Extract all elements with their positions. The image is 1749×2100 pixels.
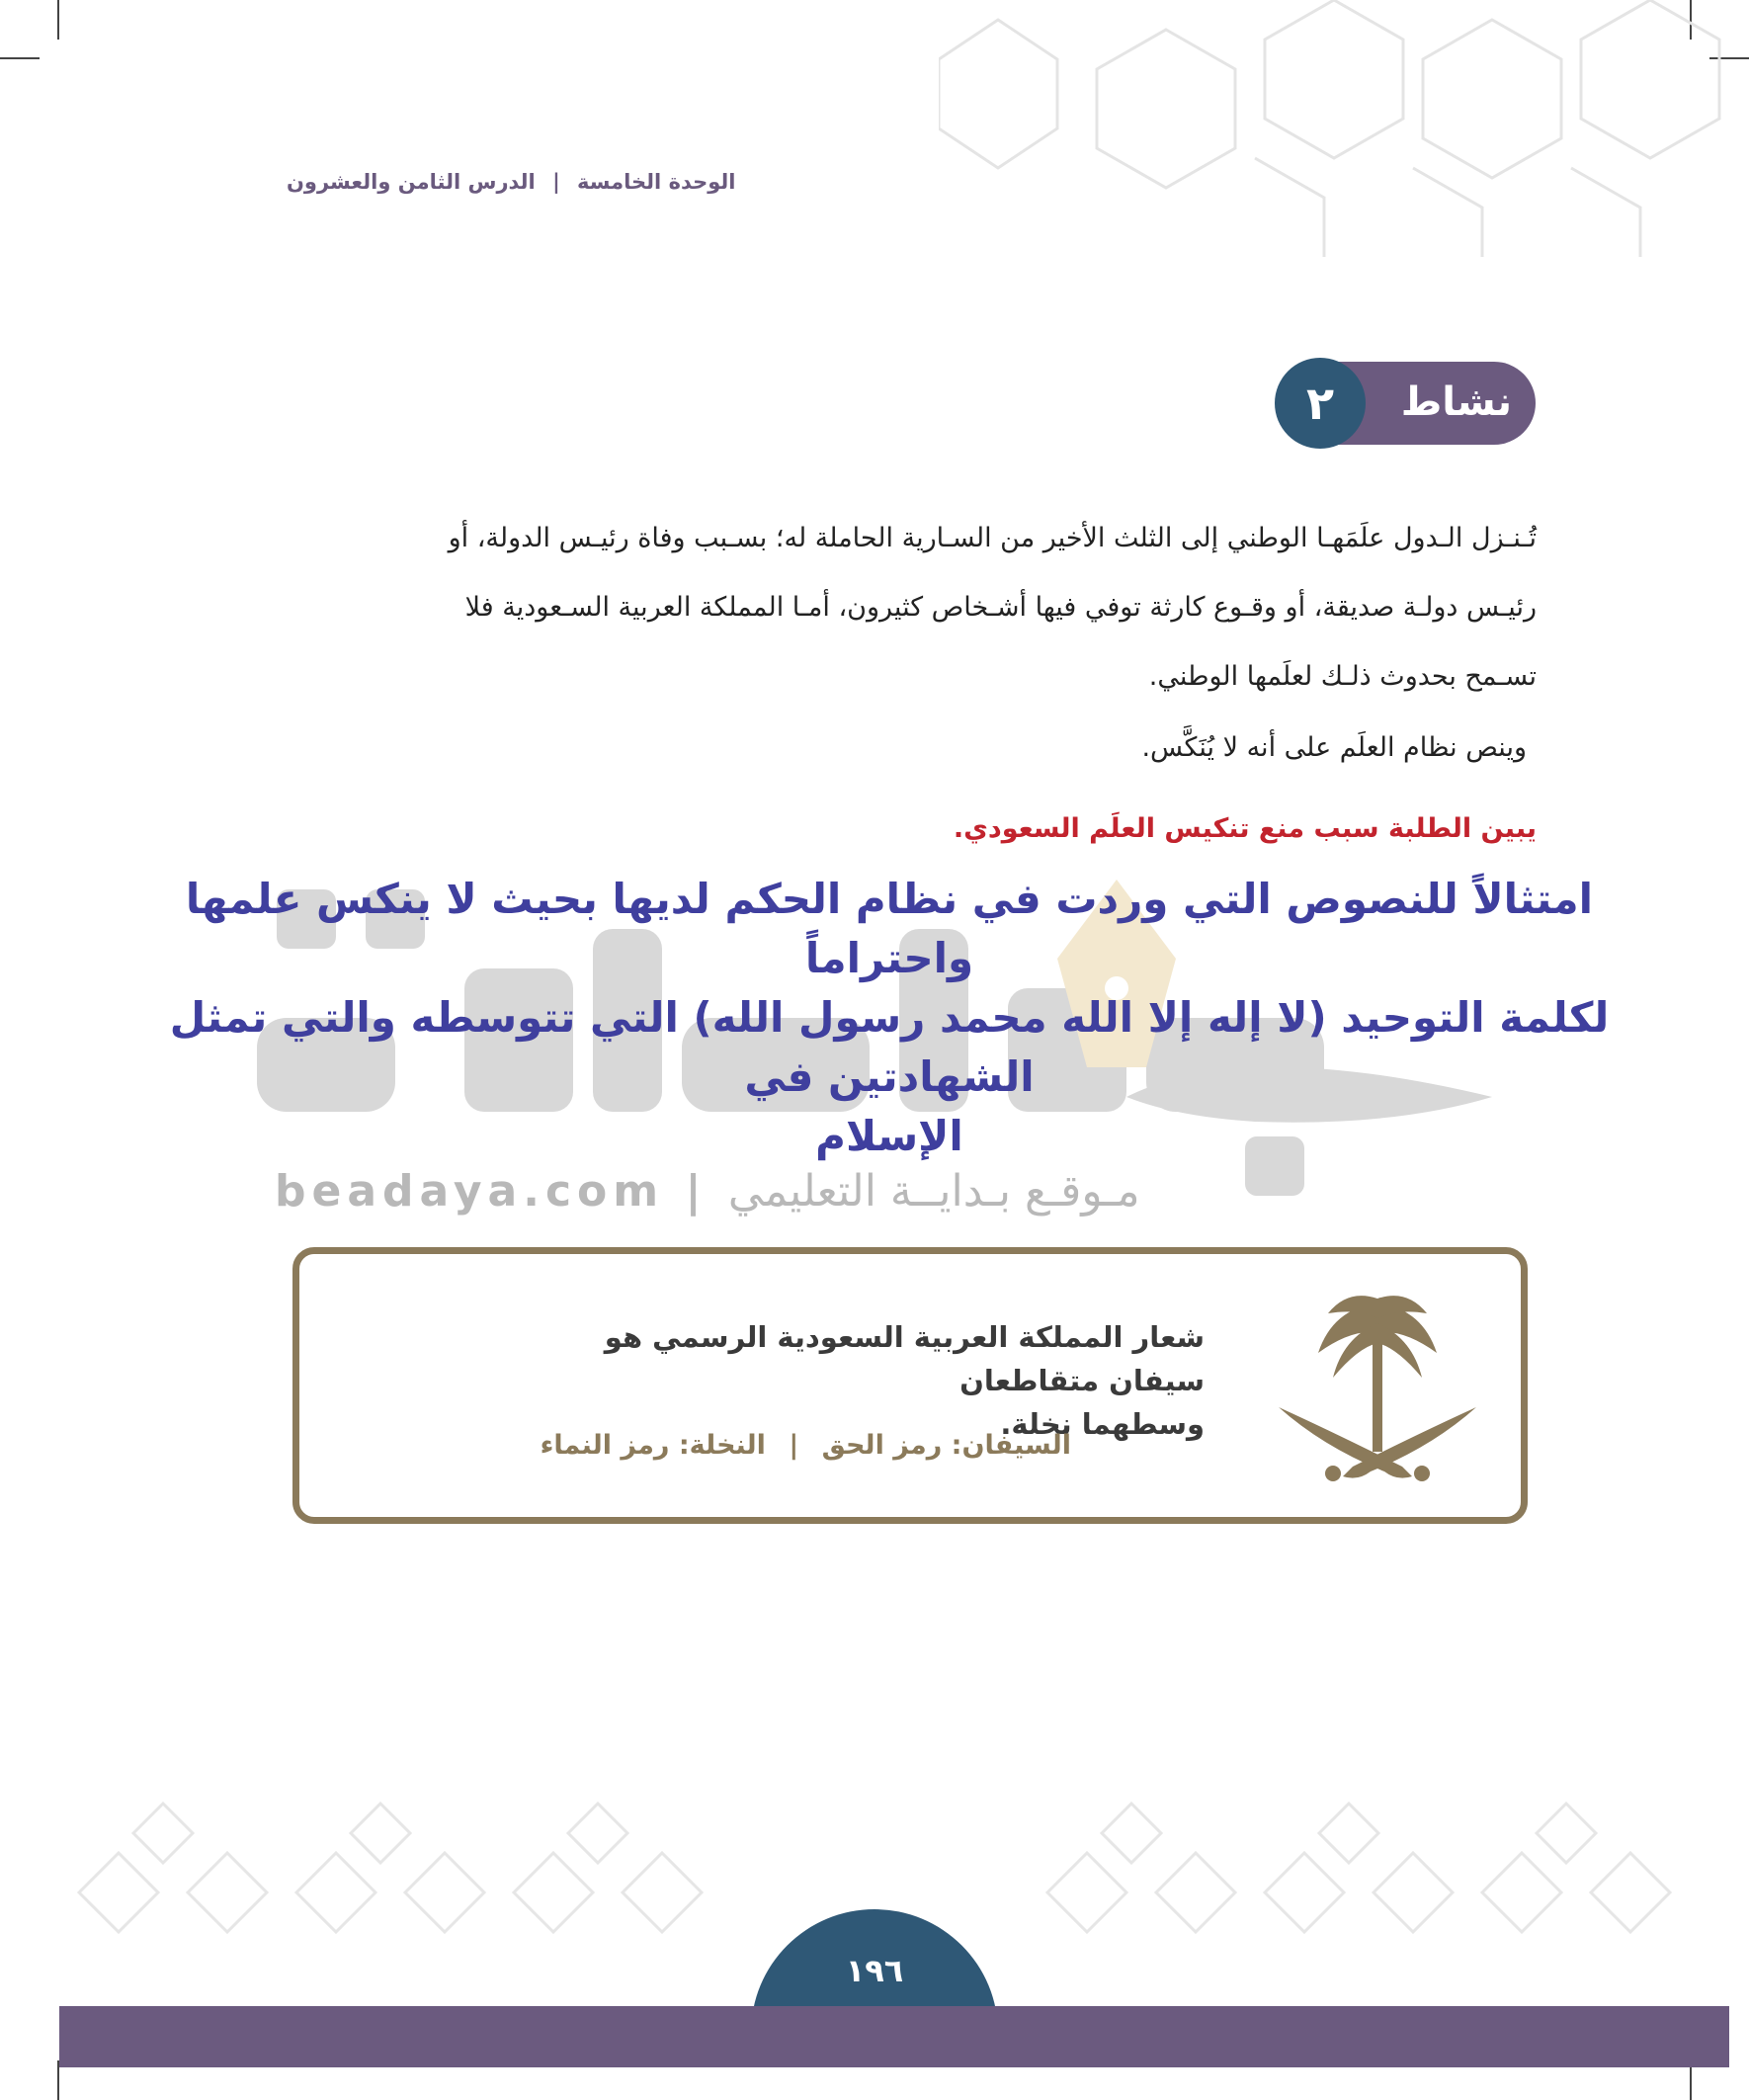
answer-line: لكلمة التوحيد (لا إله إلا الله محمد رسول الله) التي تتوسطه والتي تمثل الشهادتين في	[169, 993, 1610, 1101]
meaning-separator: |	[789, 1430, 799, 1461]
motto-line: وسطهما نخلة.	[1000, 1407, 1205, 1441]
lesson-title: الدرس الثامن والعشرون	[287, 170, 536, 194]
answer-line: الإسلام	[815, 1112, 963, 1160]
activity-badge	[1275, 358, 1536, 449]
paragraph-line: تُـنـزل الـدول علَمَهـا الوطني إلى الثلث الأخير من السـارية الحاملة له؛ بسـبب وفاة رئيـس الدولة، أو	[448, 523, 1537, 553]
answer-line: امتثالاً للنصوص التي وردت في نظام الحكم لديها بحيث لا ينكس علمها واحتراماً	[185, 875, 1594, 982]
paragraph-line: تسـمح بحدوث ذلـك لعلَمها الوطني.	[1148, 661, 1537, 692]
decorative-pattern-top	[939, 0, 1749, 257]
emblem-meaning	[541, 1430, 1071, 1461]
instruction-text: يبين الطلبة سبب منع تنكيس العلَم السعودي.	[953, 813, 1537, 844]
crop-mark	[0, 57, 40, 59]
answer-text	[138, 870, 1640, 1166]
paragraph-line: رئيـس دولـة صديقة، أو وقـوع كارثة توفي فيها أشـخاص كثيرون، أمـا المملكة العربية السـعودية فلا	[464, 592, 1537, 623]
page-number: ١٩٦	[845, 1952, 904, 1989]
page-header	[287, 170, 735, 194]
emblem-motto	[572, 1315, 1205, 1446]
swords-meaning: السيفان: رمز الحق	[821, 1430, 1071, 1461]
activity-label: نشاط	[1400, 379, 1512, 425]
activity-number: ٢	[1275, 358, 1366, 449]
footer-bar	[59, 2006, 1729, 2067]
watermark-separator: |	[685, 1166, 708, 1217]
paragraph-line: وينص نظام العلَم على أنه لا يُنَكَّس.	[1141, 732, 1527, 763]
watermark-site	[275, 1166, 1140, 1217]
palm-meaning: النخلة: رمز النماء	[540, 1430, 766, 1461]
watermark-arabic: مـوقـع بـدايــة التعليمي	[727, 1166, 1140, 1217]
unit-title: الوحدة الخامسة	[577, 170, 736, 194]
crop-mark	[57, 0, 59, 40]
header-separator: |	[552, 170, 560, 194]
motto-line: شعار المملكة العربية السعودية الرسمي هو سيفان متقاطعان	[604, 1320, 1205, 1397]
watermark-url: beadaya.com	[275, 1166, 665, 1217]
saudi-emblem-icon	[1274, 1284, 1481, 1491]
emblem-info-box	[292, 1247, 1528, 1524]
